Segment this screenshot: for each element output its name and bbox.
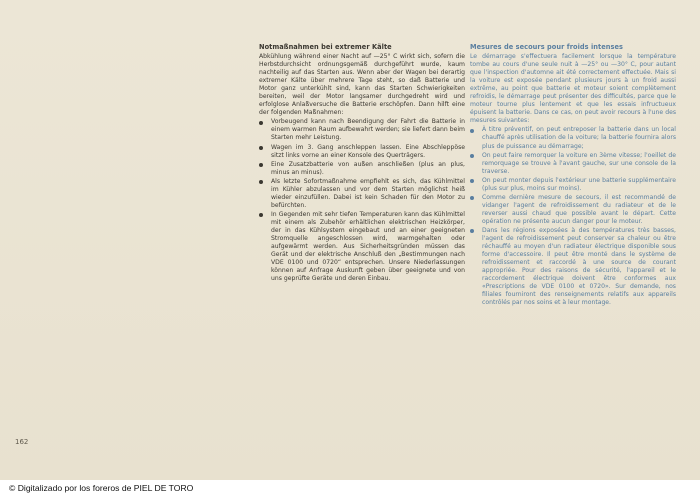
list-item-text: Eine Zusatzbatterie von außen anschließen (plus an plus, minus an minus). bbox=[271, 160, 465, 176]
french-column bbox=[470, 43, 676, 307]
list-item-text: À titre préventif, on peut entreposer la batterie dans un local chauffé après utilisation de la voiture; la batterie fournira alors plus de puissance au démarrage; bbox=[482, 126, 676, 150]
page-number: 162 bbox=[15, 438, 29, 446]
list-item bbox=[259, 178, 465, 210]
french-intro: Le démarrage s'effectuera facilement lorsque la température tombe au cours d'une seule nuit à —25° ou —30° C, pour autant que l'inspection d'automne ait été correctement effectuée. Mais si la voiture est exposée pendant plusieurs jours à un froid aussi extrême, au point que batterie et moteur soient complètement refroidis, le démarrage peut présenter des difficultés, parce que le moteur tourne plus lentement et que les essais infructueux épuisent la batterie. Dans ce cas, on peut avoir recours à l'une des mesures suivantes: bbox=[470, 53, 676, 125]
bullet-icon bbox=[470, 154, 474, 158]
list-item bbox=[470, 177, 676, 193]
list-item bbox=[470, 152, 676, 176]
bullet-icon bbox=[470, 229, 474, 233]
footer-bar bbox=[0, 480, 700, 499]
list-item bbox=[470, 126, 676, 150]
list-item-text: Als letzte Sofortmaßnahme empfiehlt es sich, das Kühlmittel im Kühler abzulassen und vor dem Starten möglichst heiß wieder einzufüllen. Dabei ist kein Schaden für den Motor zu befürchten. bbox=[271, 177, 465, 209]
list-item-text: On peut faire remorquer la voiture en 3ème vitesse; l'oeillet de remorquage se trouve à l'avant gauche, sur une console de la traverse. bbox=[482, 151, 676, 175]
french-heading: Mesures de secours pour froids intenses bbox=[470, 43, 623, 51]
list-item-text: Wagen im 3. Gang anschleppen lassen. Eine Abschleppöse sitzt links vorne an einer Konsole des Querträgers. bbox=[271, 143, 465, 159]
german-intro: Abkühlung während einer Nacht auf —25° C wirkt sich, sofern die Herbstdurchsicht ordnungsgemäß durchgeführt wurde, kaum nachteilig auf das Starten aus. Wenn aber der Wagen bei derartig extremer Kälte über mehrere Tage steht, so daß Batterie und Motor ganz unterkühlt sind, kann das Starten Schwierigkeiten bereiten, weil der Motor langsamer durchgedreht wird und erfolglose Anlaßversuche die Batterie erschöpfen. Dann hilft eine der folgenden Maßnahmen: bbox=[259, 53, 465, 117]
german-heading: Notmaßnahmen bei extremer Kälte bbox=[259, 43, 392, 51]
list-item-text: Dans les régions exposées à des températures très basses, l'agent de refroidissement peut conserver sa chaleur ou être réchauffé au moyen d'un radiateur électrique disponible sous forme d'accessoire. Il peut être monté dans le système de refroidissement et raccordé à une source de courant appropriée. Pour des raisons de sécurité, l'appareil et le raccordement électrique doivent être conformes aux «Prescriptions de VDE 0100 et 0720». Sur demande, nos filiales fourniront des renseignements relatifs aux appareils contrôlés par nos soins et à leur montage. bbox=[482, 226, 676, 307]
bullet-icon bbox=[259, 163, 263, 167]
french-measures-list bbox=[470, 126, 676, 307]
copyright-notice: © Digitalizado por los foreros de PIEL DE TORO bbox=[9, 483, 194, 493]
list-item bbox=[259, 118, 465, 142]
list-item-text: Vorbeugend kann nach Beendigung der Fahrt die Batterie in einem warmen Raum aufbewahrt werden; sie liefert dann beim Starten mehr Leistung. bbox=[271, 118, 465, 142]
bullet-icon bbox=[259, 121, 263, 125]
list-item bbox=[470, 194, 676, 226]
bullet-icon bbox=[470, 179, 474, 183]
list-item bbox=[470, 227, 676, 307]
list-item-text: On peut monter depuis l'extérieur une batterie supplémentaire (plus sur plus, moins sur moins). bbox=[482, 176, 676, 192]
bullet-icon bbox=[259, 146, 263, 150]
bullet-icon bbox=[259, 213, 263, 217]
list-item-text: In Gegenden mit sehr tiefen Temperaturen kann das Kühlmittel mit einem als Zubehör erhältlichen elektrischen Heizkörper, der in das Kühlsystem eingebaut und an einer geeigneten Stromquelle angeschlossen wird, warmgehalten oder aufgewärmt werden. Aus Sicherheitsgründen müssen das Gerät und der elektrische Anschluß den „Bestimmungen nach VDE 0100 und 0720“ entsprechen. Unsere Niederlassungen können auf Anfrage Auskunft geben über geeignete und von uns geprüfte Geräte und deren Einbau. bbox=[271, 210, 465, 283]
german-column bbox=[259, 43, 465, 283]
list-item bbox=[259, 144, 465, 160]
bullet-icon bbox=[259, 180, 263, 184]
list-item bbox=[259, 161, 465, 177]
bullet-icon bbox=[470, 129, 474, 133]
list-item-text: Comme dernière mesure de secours, il est recommandé de vidanger l'agent de refroidissement du radiateur et de le reverser aussi chaud que possible avant le départ. Cette opération ne présente aucun danger pour le moteur. bbox=[482, 193, 676, 225]
german-measures-list bbox=[259, 118, 465, 283]
bullet-icon bbox=[470, 196, 474, 200]
list-item bbox=[259, 211, 465, 283]
